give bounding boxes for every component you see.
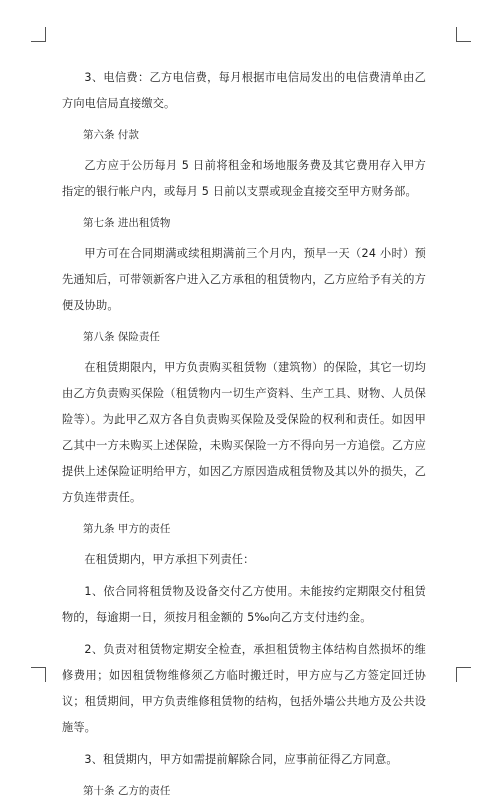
crop-mark-bottom-right (456, 667, 471, 682)
article-heading: 第十条 乙方的责任 (83, 785, 171, 797)
article-heading: 第九条 甲方的责任 (83, 523, 171, 535)
clause-paragraph: 3、电信费：乙方电信费，每月根据市电信局发出的电信费清单由乙方向电信局直接缴交。 (62, 71, 426, 110)
document-body (62, 65, 426, 809)
clause-paragraph: 2、负责对租赁物定期安全检查，承担租赁物主体结构自然损坏的维修费用；如因租赁物维修须乙方临时搬迁时，甲方应与乙方签定回迁协议；租赁期间，甲方负责维修租赁物的结构，包括外墙公共地方及公共设施等。 (62, 643, 426, 734)
clause-paragraph: 在租赁期内，甲方承担下列责任： (84, 553, 255, 566)
article-heading: 第七条 进出租赁物 (83, 217, 171, 229)
crop-mark-bottom-left (31, 667, 46, 682)
clause-paragraph: 1、依合同将租赁物及设备交付乙方使用。未能按约定期限交付租赁物的，每逾期一日，须按月租金额的 5‰向乙方支付违约金。 (62, 585, 426, 624)
clause-paragraph: 3、租赁期内，甲方如需提前解除合同，应事前征得乙方同意。 (84, 753, 398, 766)
clause-paragraph: 乙方应于公历每月 5 日前将租金和场地服务费及其它费用存入甲方指定的银行帐户内，或每月 5 日前以支票或现金直接交至甲方财务部。 (62, 159, 426, 198)
crop-mark-top-left (31, 27, 46, 42)
clause-paragraph: 在租赁期限内，甲方负责购买租赁物（建筑物）的保险，其它一切均由乙方负责购买保险（租赁物内一切生产资料、生产工具、财物、人员保险等）。为此甲乙双方各自负责购买保险及受保险的权利和责任。如因甲乙其中一方未购买上述保险，未购买保险一方不得向另一方追偿。乙方应提供上述保险证明给甲方，如因乙方原因造成租赁物及其以外的损失，乙方负连带责任。 (62, 361, 426, 504)
crop-mark-top-right (456, 27, 471, 42)
article-heading: 第八条 保险责任 (83, 331, 160, 343)
article-heading: 第六条 付款 (83, 129, 139, 141)
clause-paragraph: 甲方可在合同期满或续租期满前三个月内，预早一天（24 小时）预先通知后，可带领新客户进入乙方承租的租赁物内，乙方应给予有关的方便及协助。 (62, 247, 426, 312)
